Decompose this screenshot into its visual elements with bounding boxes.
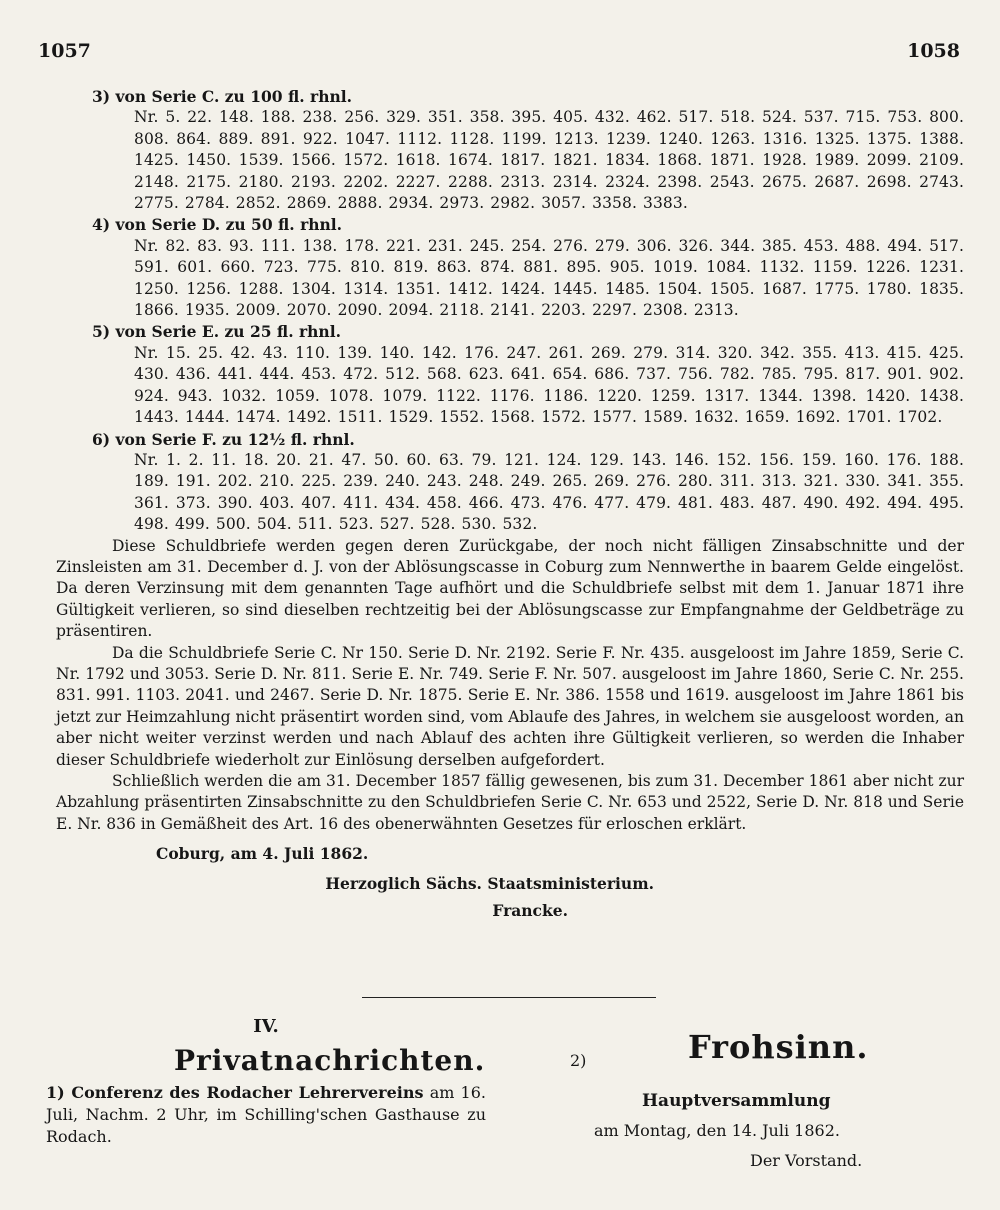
series-block-e: [56, 321, 964, 428]
section-divider: [362, 997, 656, 998]
signer-name: Francke.: [492, 901, 568, 921]
notice-teachers-conference: [46, 1082, 486, 1148]
series-numbers: Nr. 82. 83. 93. 111. 138. 178. 221. 231. 245. 254. 276. 279. 306. 326. 344. 385. 453. 488. 494. 517. 591. 601. 660. 723. 775. 810. 819. 863. 874. 881. 895. 905. 1019. 1084. 1132. 1159. 1226. 1231. 1250. 1256. 1288. 1304. 1314. 1351. 1412. 1424. 1445. 1485. 1504. 1505. 1687. 1775. 1780. 1835. 1866. 1935. 2009. 2070. 2090. 2094. 2118. 2141. 2203. 2297. 2308. 2313.: [134, 236, 964, 320]
place-date: Coburg, am 4. Juli 1862.: [156, 844, 369, 864]
paragraph-expired-coupons: Schließlich werden die am 31. December 1857 fällig gewesenen, bis zum 31. December 1861 aber nicht zur Abzahlung präsentirten Zinsabschnitte zu den Schuldbriefen Serie C. Nr. 653 und 2522, Serie D. Nr. 818 und Serie E. Nr. 836 in Gemäßheit des Art. 16 des obenerwähnten Gesetzes für erloschen erklärt.: [56, 772, 964, 833]
series-heading: 3) von Serie C. zu 100 fl. rhnl.: [92, 87, 353, 106]
series-heading: 6) von Serie F. zu 12½ fl. rhnl.: [92, 429, 355, 449]
series-numbers: Nr. 5. 22. 148. 188. 238. 256. 329. 351. 358. 395. 405. 432. 462. 517. 518. 524. 537. 715. 753. 800. 808. 864. 889. 891. 922. 1047. 1112. 1128. 1199. 1213. 1239. 1240. 1263. 1316. 1325. 1375. 1388. 1425. 1450. 1539. 1566. 1572. 1618. 1674. 1817. 1821. 1834. 1868. 1871. 1928. 1989. 2099. 2109. 2148. 2175. 2180. 2193. 2202. 2227. 2288. 2313. 2314. 2324. 2398. 2543. 2675. 2687. 2698. 2743. 2775. 2784. 2852. 2869. 2888. 2934. 2973. 2982. 3057. 3358. 3383.: [134, 108, 964, 213]
left-page-number: 1057: [38, 40, 91, 62]
meeting-title: Hauptversammlung: [642, 1091, 831, 1111]
club-name: Frohsinn.: [688, 1028, 869, 1066]
ministry-signature: Herzoglich Sächs. Staatsministerium.: [325, 873, 654, 893]
notice-number: 2): [570, 1051, 587, 1070]
series-block-f: [56, 429, 964, 536]
series-heading: 5) von Serie E. zu 25 fl. rhnl.: [92, 322, 341, 342]
meeting-date: am Montag, den 14. Juli 1862.: [594, 1121, 840, 1140]
paragraph-redemption: Diese Schuldbriefe werden gegen deren Zurückgabe, der noch nicht fälligen Zinsabschnitte und der Zinsleisten am 31. December d. J. von der Ablösungscasse in Coburg zum Nennwerthe in baarem Gelde eingelöst. Da deren Verzinsung mit dem genannten Tage aufhört und die Schuldbriefe selbst mit dem 1. Januar 1871 ihre Gültigkeit verlieren, so sind dieselben rechtzeitig bei der Ablösungscasse zur Empfangnahme der Geldbeträge zu präsentiren.: [56, 536, 964, 641]
section-number: IV.: [253, 1016, 279, 1037]
paragraph-unpresented: Da die Schuldbriefe Serie C. Nr 150. Serie D. Nr. 2192. Serie F. Nr. 435. ausgeloost im Jahre 1859, Serie C. Nr. 1792 und 3053. Serie D. Nr. 811. Serie E. Nr. 749. Serie F. Nr. 507. ausgeloost im Jahre 1860, Serie C. Nr. 255. 831. 991. 1103. 2041. und 2467. Serie D. Nr. 1875. Serie E. Nr. 386. 1558 und 1619. ausgeloost im Jahre 1861 bis jetzt zur Heimzahlung nicht präsentirt worden sind, vom Ablaufe des Jahres, in welchem sie ausgeloost worden, an aber nicht weiter verzinst werden und nach Ablauf des achten ihre Gültigkeit verlieren, so werden die Inhaber dieser Schuldbriefe wiederholt zur Einlösung derselben aufgefordert.: [56, 643, 964, 769]
private-news-section: [46, 1016, 486, 1148]
series-numbers: Nr. 1. 2. 11. 18. 20. 21. 47. 50. 60. 63. 79. 121. 124. 129. 143. 146. 152. 156. 159. 160. 176. 188. 189. 191. 202. 210. 225. 239. 240. 243. 248. 249. 265. 269. 276. 280. 311. 313. 321. 330. 341. 355. 361. 373. 390. 403. 407. 411. 434. 458. 466. 473. 476. 477. 479. 481. 483. 487. 490. 492. 494. 495. 498. 499. 500. 504. 511. 523. 527. 528. 530. 532.: [134, 450, 964, 534]
right-page-number: 1058: [907, 40, 960, 62]
main-column: [56, 86, 964, 921]
series-numbers: Nr. 15. 25. 42. 43. 110. 139. 140. 142. 176. 247. 261. 269. 279. 314. 320. 342. 355. 413. 415. 425. 430. 436. 441. 444. 453. 472. 512. 568. 623. 641. 654. 686. 737. 756. 782. 785. 795. 817. 901. 902. 924. 943. 1032. 1059. 1078. 1079. 1122. 1176. 1186. 1220. 1259. 1317. 1344. 1398. 1420. 1438. 1443. 1444. 1474. 1492. 1511. 1529. 1552. 1568. 1572. 1577. 1589. 1632. 1659. 1692. 1701. 1702.: [134, 343, 964, 427]
series-block-d: [56, 214, 964, 321]
notice-text: am 16. Juli, Nachm. 2 Uhr, im Schilling'schen Gasthause zu Rodach.: [46, 1083, 487, 1146]
board-signature: Der Vorstand.: [750, 1151, 863, 1170]
section-title: Privatnachrichten.: [174, 1044, 486, 1077]
notice-heading: 1) Conferenz des Rodacher Lehrervereins: [46, 1083, 424, 1102]
series-heading: 4) von Serie D. zu 50 fl. rhnl.: [92, 215, 343, 235]
series-block-c: [56, 86, 964, 214]
